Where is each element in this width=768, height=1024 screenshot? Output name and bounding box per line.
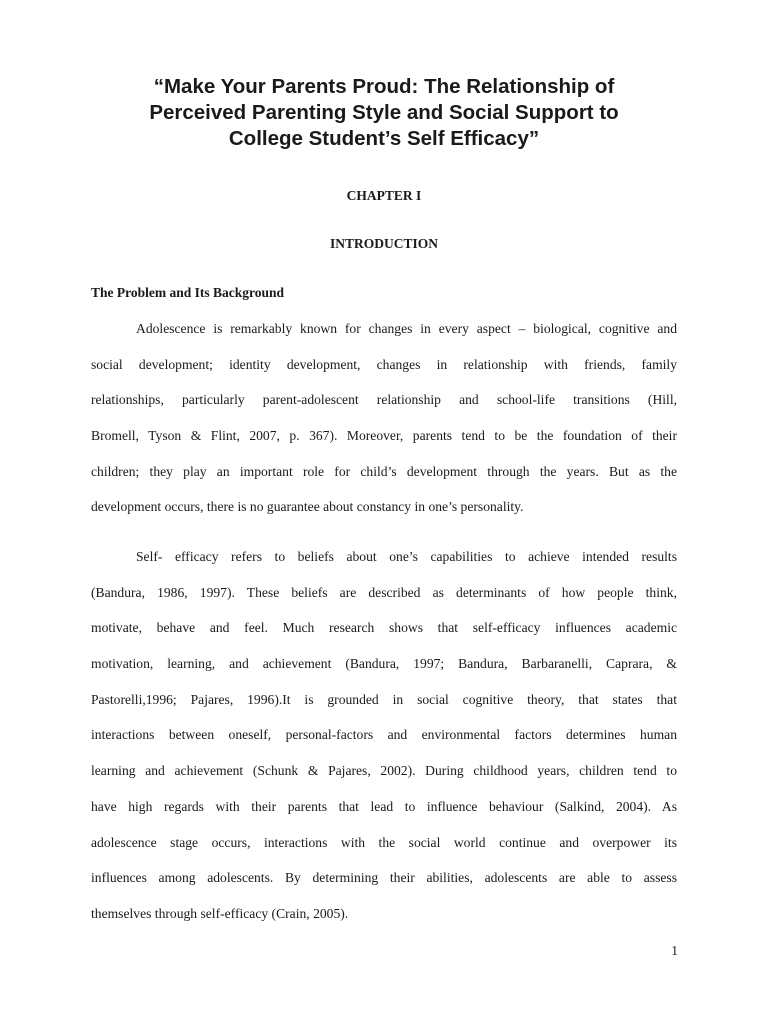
title-line: College Student’s Self Efficacy” <box>228 127 540 150</box>
paragraph-line: Pastorelli,1996; Pajares, 1996).It is grounded in social cognitive theory, that states that <box>91 691 677 707</box>
paragraph-line: adolescence stage occurs, interactions with the social world continue and overpower its <box>91 834 677 850</box>
paragraph-line: relationships, particularly parent-adolescent relationship and school-life transitions (Hill, <box>91 392 677 408</box>
document-title <box>60 74 708 152</box>
paragraph-line: Bromell, Tyson & Flint, 2007, p. 367). Moreover, parents tend to be the foundation of their <box>91 428 677 444</box>
page-number: 1 <box>671 943 678 958</box>
subheading-problem-background: The Problem and Its Background <box>91 285 285 300</box>
paragraph-line: Self- efficacy refers to beliefs about one’s capabilities to achieve intended results <box>136 549 677 564</box>
paragraph-line: development occurs, there is no guarantee about constancy in one’s personality. <box>91 499 524 515</box>
title-line: Perceived Parenting Style and Social Support to <box>149 101 619 124</box>
paragraph-1 <box>91 311 677 525</box>
paragraph-line: interactions between oneself, personal-factors and environmental factors determines human <box>91 727 677 743</box>
title-line: “Make Your Parents Proud: The Relationship of <box>153 75 615 98</box>
paragraph-line: influences among adolescents. By determining their abilities, adolescents are able to assess <box>91 870 677 886</box>
paragraph-line: (Bandura, 1986, 1997). These beliefs are described as determinants of how people think, <box>91 584 677 600</box>
section-heading-introduction: INTRODUCTION <box>329 236 438 251</box>
paragraph-line: children; they play an important role for child’s development through the years. But as the <box>91 463 677 479</box>
paragraph-line: have high regards with their parents that lead to influence behaviour (Salkind, 2004). As <box>91 798 677 814</box>
paragraph-line: motivate, behave and feel. Much research shows that self-efficacy influences academic <box>91 620 677 636</box>
chapter-heading: CHAPTER I <box>346 188 422 203</box>
paragraph-line: learning and achievement (Schunk & Pajares, 2002). During childhood years, children tend to <box>91 763 677 779</box>
paragraph-line: Adolescence is remarkably known for changes in every aspect – biological, cognitive and <box>136 321 677 336</box>
paragraph-line: motivation, learning, and achievement (Bandura, 1997; Bandura, Barbaranelli, Caprara, & <box>91 656 677 672</box>
paragraph-2 <box>91 539 677 932</box>
paragraph-line: themselves through self-efficacy (Crain, 2005). <box>91 905 349 921</box>
paragraph-line: social development; identity development, changes in relationship with friends, family <box>91 356 677 372</box>
